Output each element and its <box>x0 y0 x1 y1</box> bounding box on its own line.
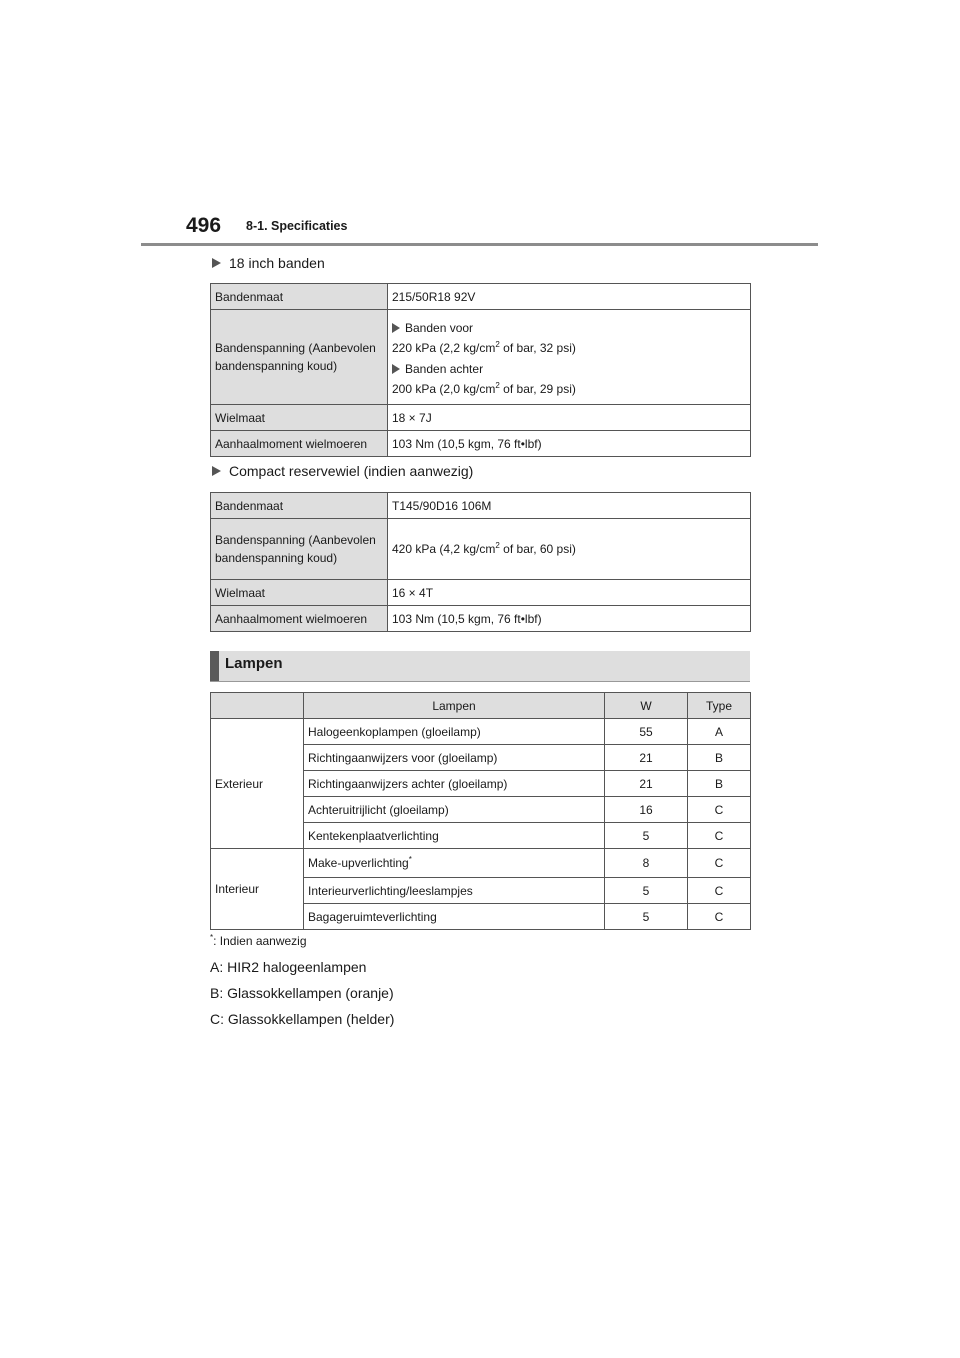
header-rule <box>141 243 818 246</box>
spare-heading-text: Compact reservewiel (indien aanwezig) <box>229 463 474 479</box>
table-row <box>211 849 751 878</box>
wheel-size-label: Wielmaat <box>211 580 388 606</box>
pressure-value-sup: 2 <box>495 541 500 550</box>
lamp-type: B <box>688 745 751 771</box>
rear-value-main: 200 kPa (2,0 kg/cm <box>392 382 496 396</box>
column-header-watt: W <box>605 693 688 719</box>
lamp-watt: 55 <box>605 719 688 745</box>
lamp-name <box>304 849 605 878</box>
lamp-name: Kentekenplaatverlichting <box>304 823 605 849</box>
lamp-name: Interieurverlichting/leeslampjes <box>304 878 605 904</box>
table-row <box>211 519 751 580</box>
torque-value: 103 Nm (10,5 kgm, 76 ft•lbf) <box>388 431 751 457</box>
tires18-heading-text: 18 inch banden <box>229 255 325 271</box>
lamp-name: Richtingaanwijzers voor (gloeilamp) <box>304 745 605 771</box>
wheel-size-label: Wielmaat <box>211 405 388 431</box>
tire-size-label: Bandenmaat <box>211 284 388 310</box>
lamp-watt: 5 <box>605 878 688 904</box>
lamp-type: A <box>688 719 751 745</box>
footnote <box>210 934 307 948</box>
rear-tires-line <box>392 360 746 378</box>
table-row <box>211 606 751 632</box>
torque-label: Aanhaalmoment wielmoeren <box>211 606 388 632</box>
front-tires-label: Banden voor <box>405 321 474 335</box>
table-row <box>211 431 751 457</box>
rear-value-rest: of bar, 29 psi) <box>499 382 576 396</box>
rear-tires-label: Banden achter <box>405 362 484 376</box>
tire-pressure-label: Bandenspanning (Aanbevolen bandenspanning koud) <box>211 519 388 580</box>
lamp-watt: 16 <box>605 797 688 823</box>
lamp-name: Richtingaanwijzers achter (gloeilamp) <box>304 771 605 797</box>
lamp-type: C <box>688 797 751 823</box>
legend-item-c: C: Glassokkellampen (helder) <box>210 1011 395 1027</box>
tire-pressure-values <box>388 310 751 405</box>
wheel-size-value: 18 × 7J <box>388 405 751 431</box>
pressure-value-main: 420 kPa (4,2 kg/cm <box>392 542 496 556</box>
table-row <box>211 719 751 745</box>
torque-value: 103 Nm (10,5 kgm, 76 ft•lbf) <box>388 606 751 632</box>
front-value-main: 220 kPa (2,2 kg/cm <box>392 341 496 355</box>
column-header-lamps: Lampen <box>304 693 605 719</box>
rear-tires-value <box>392 380 746 398</box>
front-value-rest: of bar, 32 psi) <box>499 341 576 355</box>
triangle-bullet-icon <box>212 466 221 476</box>
column-header-type: Type <box>688 693 751 719</box>
tire-size-value: 215/50R18 92V <box>388 284 751 310</box>
spare-heading <box>212 463 473 479</box>
lamp-type: C <box>688 823 751 849</box>
triangle-bullet-icon <box>392 364 400 374</box>
table-row <box>211 310 751 405</box>
page-number: 496 <box>186 214 222 237</box>
interior-category: Interieur <box>211 849 304 930</box>
table-row <box>211 493 751 519</box>
rear-value-sup: 2 <box>495 381 500 390</box>
pressure-value-rest: of bar, 60 psi) <box>499 542 576 556</box>
legend-item-a: A: HIR2 halogeenlampen <box>210 959 367 975</box>
lamp-watt: 21 <box>605 745 688 771</box>
lamps-table <box>210 692 751 930</box>
footnote-text: : Indien aanwezig <box>213 934 307 948</box>
table-row <box>211 580 751 606</box>
tire-size-value: T145/90D16 106M <box>388 493 751 519</box>
section-header: 8-1. Specificaties <box>246 219 348 233</box>
wheel-size-value: 16 × 4T <box>388 580 751 606</box>
lamp-watt: 5 <box>605 823 688 849</box>
lamp-name-text: Make-upverlichting <box>308 856 409 870</box>
front-tires-value <box>392 339 746 357</box>
tires18-heading <box>212 255 325 271</box>
legend-item-b: B: Glassokkellampen (oranje) <box>210 985 394 1001</box>
lamp-watt: 21 <box>605 771 688 797</box>
exterior-category: Exterieur <box>211 719 304 849</box>
footnote-marker: * <box>408 855 412 864</box>
table-row <box>211 284 751 310</box>
tires18-table <box>210 283 751 457</box>
tire-pressure-value <box>388 519 751 580</box>
lamp-type: B <box>688 771 751 797</box>
torque-label: Aanhaalmoment wielmoeren <box>211 431 388 457</box>
triangle-bullet-icon <box>212 258 221 268</box>
triangle-bullet-icon <box>392 323 400 333</box>
lamp-watt: 5 <box>605 904 688 930</box>
section-accent-bar <box>210 651 219 681</box>
lamp-name: Achteruitrijlicht (gloeilamp) <box>304 797 605 823</box>
table-header-row <box>211 693 751 719</box>
lamps-section-title: Lampen <box>225 655 283 672</box>
front-value-sup: 2 <box>495 340 500 349</box>
table-row <box>211 405 751 431</box>
lamp-type: C <box>688 849 751 878</box>
tire-size-label: Bandenmaat <box>211 493 388 519</box>
lamp-name: Bagageruimteverlichting <box>304 904 605 930</box>
front-tires-line <box>392 319 746 337</box>
spare-table <box>210 492 751 632</box>
lamp-type: C <box>688 878 751 904</box>
footnote-mark: * <box>210 933 214 942</box>
column-header-category <box>211 693 304 719</box>
tire-pressure-label: Bandenspanning (Aanbevolen bandenspanning koud) <box>211 310 388 405</box>
lamp-name: Halogeenkoplampen (gloeilamp) <box>304 719 605 745</box>
lamp-watt: 8 <box>605 849 688 878</box>
lamps-section-header <box>210 651 750 682</box>
lamp-type: C <box>688 904 751 930</box>
